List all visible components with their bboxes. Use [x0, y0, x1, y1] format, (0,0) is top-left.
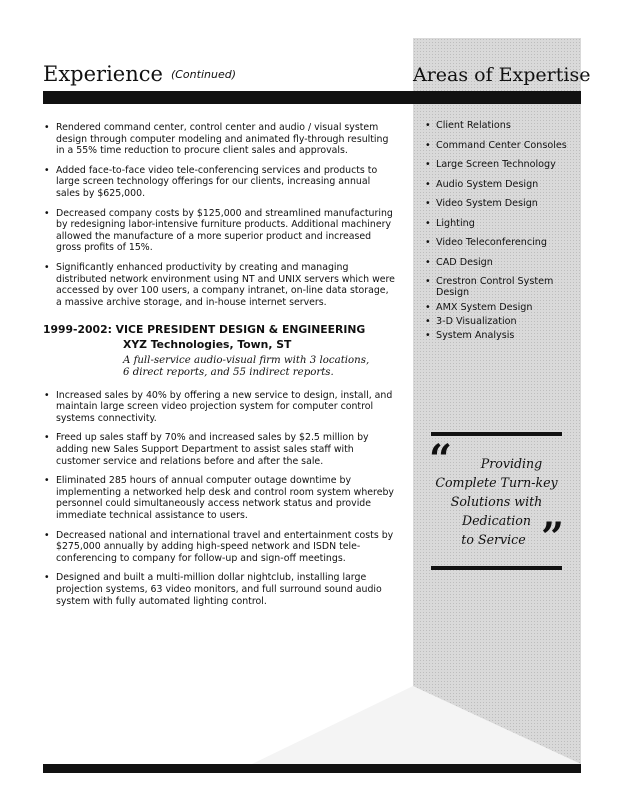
pull-quote-line: Dedication: [462, 513, 531, 528]
expertise-item: • System Analysis: [425, 330, 581, 341]
pull-quote-line: Solutions with: [450, 494, 543, 509]
company-name: XYZ Technologies, Town, ST: [123, 337, 292, 351]
pull-quote: [431, 432, 562, 570]
expertise-item: • Lighting: [425, 218, 581, 229]
company-description: [123, 355, 383, 380]
expertise-item: • Large Screen Technology: [425, 159, 581, 170]
company-description-line: 6 direct reports, and 55 indirect reports.: [123, 367, 334, 379]
expertise-item: • Audio System Design: [425, 179, 581, 190]
expertise-item: • Command Center Consoles: [425, 140, 581, 151]
list-item: • Designed and built a multi-million dollar nightclub, installing large projection systems, 63 video monitors, and full surround sound audio system with fully automated lighting control.: [43, 572, 395, 607]
expertise-section: [425, 120, 581, 341]
pull-quote-line: Complete Turn-key: [435, 475, 558, 490]
expertise-item: • Video System Design: [425, 198, 581, 209]
expertise-item: • CAD Design: [425, 257, 581, 268]
expertise-item: • AMX System Design: [425, 302, 581, 313]
list-item: • Rendered command center, control center and audio / visual system design through computer modeling and animated fly-through resulting in a 55% time reduction to procure client sales and approvals.: [43, 122, 395, 157]
open-quote-icon: “: [429, 436, 453, 483]
bottom-rule: [43, 764, 581, 773]
experience-continued-label: (Continued): [170, 68, 236, 81]
list-item: • Eliminated 285 hours of annual computer outage downtime by implementing a networked help desk and control room system whereby personnel could simultaneously access network status and provide immediate technical assistance to users.: [43, 475, 395, 521]
experience-title: Experience: [43, 62, 163, 86]
list-item: • Significantly enhanced productivity by creating and managing distributed network environment using NT and UNIX servers which were accessed by over 100 users, a company intranet, on-line data storage, a massive archive storage, and in-house internet servers.: [43, 262, 395, 308]
top-rule: [43, 91, 581, 104]
experience-section: [43, 122, 395, 615]
list-item: • Decreased national and international travel and entertainment costs by $275,000 annually by adding high-speed network and ISDN tele-conferencing to company for follow-up and sign-off meetings.: [43, 530, 395, 565]
expertise-item: • Video Teleconferencing: [425, 237, 581, 248]
expertise-list: [425, 120, 581, 341]
expertise-heading: Areas of Expertise: [413, 64, 591, 86]
job-title: 1999-2002: VICE PRESIDENT DESIGN & ENGINEERING: [43, 323, 366, 337]
close-quote-icon: ”: [540, 514, 564, 561]
expertise-item: • 3-D Visualization: [425, 316, 581, 327]
list-item: • Decreased company costs by $125,000 and streamlined manufacturing by redesigning labor-intensive furniture products. Additional machinery allowed the manufacture of a more superior product and increased gross profits of 15%.: [43, 208, 395, 254]
company-description-line: A full-service audio-visual firm with 3 locations,: [123, 354, 370, 366]
experience-list-job: [43, 390, 395, 608]
list-item: • Increased sales by 40% by offering a new service to design, install, and maintain large screen video projection system for computer control systems connectivity.: [43, 390, 395, 425]
list-item: • Added face-to-face video tele-conferencing services and products to large screen technology offerings for our clients, increasing annual sales by $625,000.: [43, 165, 395, 200]
list-item: • Freed up sales staff by 70% and increased sales by $2.5 million by adding new Sales Support Department to assist sales staff with customer service and relations before and after the sale.: [43, 432, 395, 467]
experience-heading: [43, 62, 236, 86]
experience-list-top: [43, 122, 395, 308]
pull-quote-line: Providing: [480, 456, 543, 471]
expertise-item: • Crestron Control System Design: [425, 276, 581, 298]
expertise-item: • Client Relations: [425, 120, 581, 131]
pull-quote-line: to Service: [461, 532, 526, 547]
